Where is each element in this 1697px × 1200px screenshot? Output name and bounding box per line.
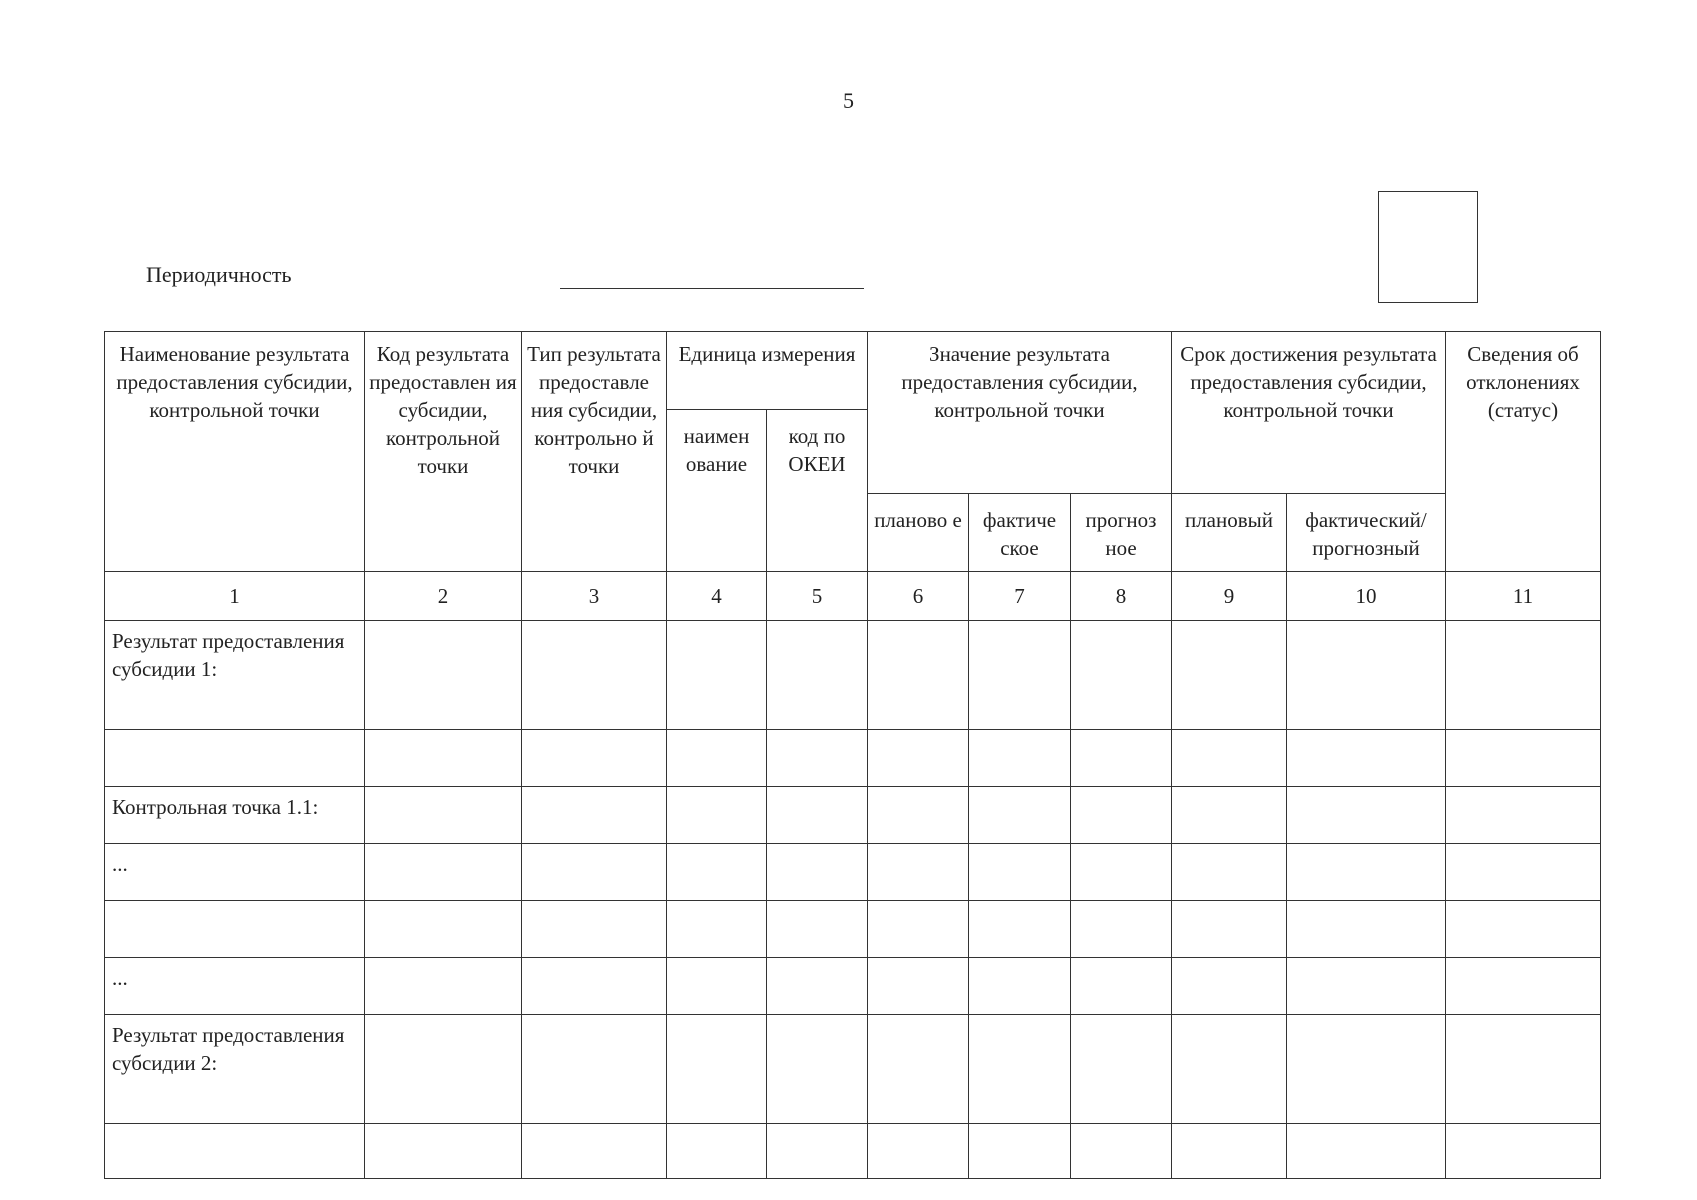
header-value-planned: планово е: [868, 494, 969, 572]
table-cell[interactable]: [522, 958, 667, 1015]
column-number: 1: [105, 572, 365, 621]
table-cell[interactable]: [868, 1124, 969, 1179]
table-cell[interactable]: [667, 787, 767, 844]
periodicity-label: Периодичность: [146, 262, 292, 287]
table-cell[interactable]: [1287, 730, 1446, 787]
header-value-actual: фактиче ское: [969, 494, 1071, 572]
table-cell[interactable]: [1071, 1015, 1172, 1124]
table-cell[interactable]: [868, 958, 969, 1015]
row-name-cell[interactable]: ...: [105, 844, 365, 901]
table-cell[interactable]: [969, 621, 1071, 730]
header-deviations: Сведения об отклонениях (статус): [1446, 332, 1601, 572]
page-number: 5: [843, 88, 854, 113]
table-cell[interactable]: [969, 901, 1071, 958]
table-cell[interactable]: [667, 844, 767, 901]
table-row: [105, 621, 1601, 730]
row-name-cell[interactable]: [105, 901, 365, 958]
table-cell[interactable]: [868, 901, 969, 958]
table-cell[interactable]: [1287, 787, 1446, 844]
table-cell[interactable]: [365, 844, 522, 901]
table-cell[interactable]: [767, 844, 868, 901]
table-cell[interactable]: [522, 621, 667, 730]
table-cell[interactable]: [365, 958, 522, 1015]
row-name-cell[interactable]: [105, 730, 365, 787]
table-cell[interactable]: [969, 730, 1071, 787]
table-cell[interactable]: [1172, 1124, 1287, 1179]
table-cell[interactable]: [767, 1015, 868, 1124]
column-number: 9: [1172, 572, 1287, 621]
table-cell[interactable]: [1071, 730, 1172, 787]
table-cell[interactable]: [1287, 1124, 1446, 1179]
table-cell[interactable]: [1287, 1015, 1446, 1124]
column-number: 7: [969, 572, 1071, 621]
table-cell[interactable]: [868, 730, 969, 787]
table-cell[interactable]: [522, 844, 667, 901]
periodicity-input-line[interactable]: [560, 288, 864, 289]
table-cell[interactable]: [1287, 901, 1446, 958]
table-cell[interactable]: [1071, 787, 1172, 844]
table-cell[interactable]: [365, 901, 522, 958]
table-cell[interactable]: [1446, 1015, 1601, 1124]
table-cell[interactable]: [1172, 958, 1287, 1015]
table-cell[interactable]: [1446, 787, 1601, 844]
table-row: [105, 1124, 1601, 1179]
header-value-forecast: прогноз ное: [1071, 494, 1172, 572]
table-row: [105, 958, 1601, 1015]
table-cell[interactable]: [1172, 730, 1287, 787]
table-cell[interactable]: [1446, 1124, 1601, 1179]
table-cell[interactable]: [767, 621, 868, 730]
row-name-cell[interactable]: Результат предоставления субсидии 1:: [105, 621, 365, 730]
column-number: 5: [767, 572, 868, 621]
table-cell[interactable]: [1287, 844, 1446, 901]
column-number: 2: [365, 572, 522, 621]
table-cell[interactable]: [1172, 844, 1287, 901]
header-deadline-planned: плановый: [1172, 494, 1287, 572]
header-value-group: Значение результата предоставления субсидии, контрольной точки: [868, 332, 1172, 494]
table-cell[interactable]: [767, 730, 868, 787]
row-name-cell[interactable]: ...: [105, 958, 365, 1015]
table-cell[interactable]: [667, 730, 767, 787]
table-cell[interactable]: [1446, 730, 1601, 787]
table-row: [105, 844, 1601, 901]
report-table: [104, 331, 1601, 1179]
table-cell[interactable]: [1071, 958, 1172, 1015]
table-cell[interactable]: [868, 621, 969, 730]
table-cell[interactable]: [767, 901, 868, 958]
table-cell[interactable]: [1071, 844, 1172, 901]
header-result-type: Тип результата предоставле ния субсидии, контрольно й точки: [522, 332, 667, 572]
header-deadline-group: Срок достижения результата предоставления субсидии, контрольной точки: [1172, 332, 1446, 494]
table-cell[interactable]: [1172, 787, 1287, 844]
header-deadline-actual: фактический/ прогнозный: [1287, 494, 1446, 572]
table-cell[interactable]: [969, 1015, 1071, 1124]
table-cell[interactable]: [522, 901, 667, 958]
header-unit-name: наимен ование: [667, 410, 767, 572]
table-cell[interactable]: [667, 1015, 767, 1124]
table-cell[interactable]: [767, 787, 868, 844]
column-number: 6: [868, 572, 969, 621]
table-cell[interactable]: [969, 958, 1071, 1015]
table-cell[interactable]: [667, 621, 767, 730]
row-name-cell[interactable]: [105, 1124, 365, 1179]
table-row: [105, 787, 1601, 844]
table-cell[interactable]: [1071, 1124, 1172, 1179]
header-unit-group: Единица измерения: [667, 332, 868, 410]
table-cell[interactable]: [1172, 621, 1287, 730]
row-name-cell[interactable]: Контрольная точка 1.1:: [105, 787, 365, 844]
table-cell[interactable]: [868, 844, 969, 901]
table-cell[interactable]: [667, 958, 767, 1015]
table-cell[interactable]: [365, 787, 522, 844]
table-cell[interactable]: [969, 787, 1071, 844]
table-cell[interactable]: [522, 1015, 667, 1124]
column-number: 3: [522, 572, 667, 621]
table-cell[interactable]: [767, 1124, 868, 1179]
table-cell[interactable]: [868, 787, 969, 844]
table-cell[interactable]: [1446, 901, 1601, 958]
column-number: 8: [1071, 572, 1172, 621]
table-cell[interactable]: [667, 901, 767, 958]
table-row: [105, 730, 1601, 787]
header-result-code: Код результата предоставлен ия субсидии, контрольной точки: [365, 332, 522, 572]
table-cell[interactable]: [1071, 901, 1172, 958]
table-cell[interactable]: [365, 730, 522, 787]
table-cell[interactable]: [1172, 901, 1287, 958]
table-cell[interactable]: [667, 1124, 767, 1179]
header-unit-okei: код по ОКЕИ: [767, 410, 868, 572]
table-cell[interactable]: [365, 1015, 522, 1124]
table-cell[interactable]: [1287, 958, 1446, 1015]
column-number: 4: [667, 572, 767, 621]
table-cell[interactable]: [1287, 621, 1446, 730]
table-cell[interactable]: [522, 1124, 667, 1179]
table-row: [105, 1015, 1601, 1124]
table-cell[interactable]: [365, 621, 522, 730]
table-cell[interactable]: [1172, 1015, 1287, 1124]
table-cell[interactable]: [1446, 958, 1601, 1015]
table-cell[interactable]: [1446, 844, 1601, 901]
header-result-name: Наименование результата предоставления субсидии, контрольной точки: [105, 332, 365, 572]
table-cell[interactable]: [1446, 621, 1601, 730]
table-cell[interactable]: [969, 844, 1071, 901]
table-cell[interactable]: [365, 1124, 522, 1179]
table-cell[interactable]: [969, 1124, 1071, 1179]
table-row: [105, 901, 1601, 958]
column-number: 10: [1287, 572, 1446, 621]
column-number: 11: [1446, 572, 1601, 621]
table-cell[interactable]: [522, 730, 667, 787]
table-cell[interactable]: [522, 787, 667, 844]
periodicity-code-box[interactable]: [1378, 191, 1478, 303]
table-cell[interactable]: [767, 958, 868, 1015]
table-cell[interactable]: [868, 1015, 969, 1124]
table-cell[interactable]: [1071, 621, 1172, 730]
column-number-row: [105, 572, 1601, 621]
row-name-cell[interactable]: Результат предоставления субсидии 2:: [105, 1015, 365, 1124]
